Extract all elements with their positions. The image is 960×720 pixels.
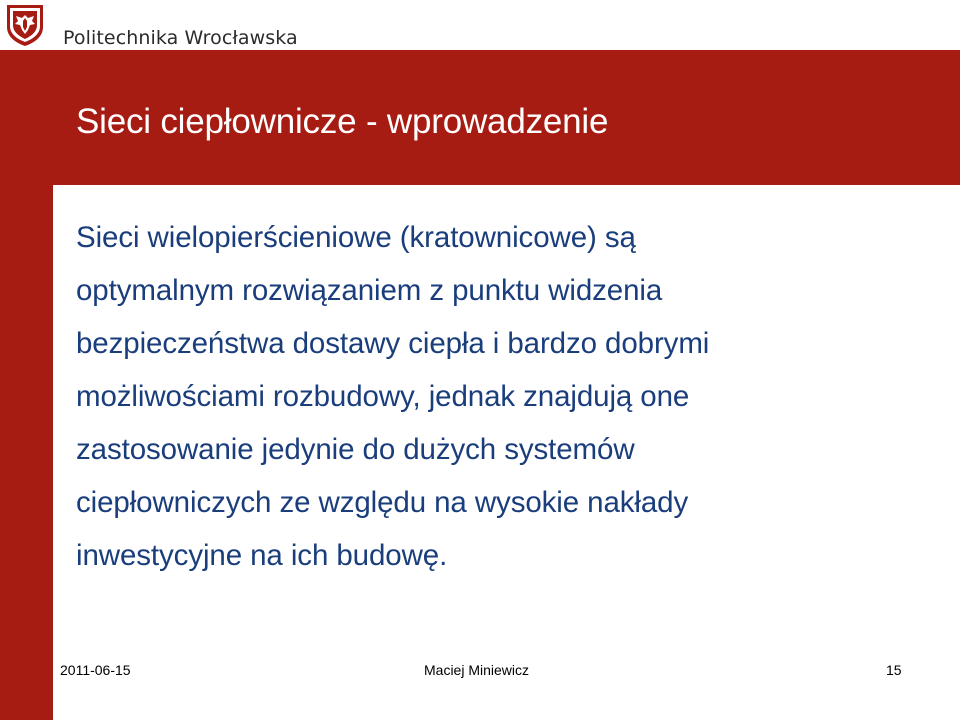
body-line: możliwościami rozbudowy, jednak znajdują one [76,380,690,413]
body-line: bezpieczeństwa dostawy ciepła i bardzo dobrymi [76,327,710,360]
university-name: Politechnika Wrocławska [63,27,298,49]
body-line: Sieci wielopierścieniowe (kratownicowe) są [76,221,636,254]
slide-body-text [76,211,946,582]
body-line: ciepłowniczych ze względu na wysokie nakłady [76,486,689,519]
footer-author: Maciej Miniewicz [424,662,530,678]
title-band [53,50,960,185]
body-line: optymalnym rozwiązaniem z punktu widzenia [76,274,663,307]
slide-title: Sieci ciepłownicze - wprowadzenie [76,102,609,141]
footer-page-number: 15 [886,662,902,678]
body-line: inwestycyjne na ich budowę. [76,539,448,572]
university-shield-eagle-icon [5,3,45,47]
footer-date: 2011-06-15 [60,662,131,678]
university-logo [0,0,53,50]
body-line: zastosowanie jedynie do dużych systemów [76,433,635,466]
left-decorative-stripe [0,0,53,720]
